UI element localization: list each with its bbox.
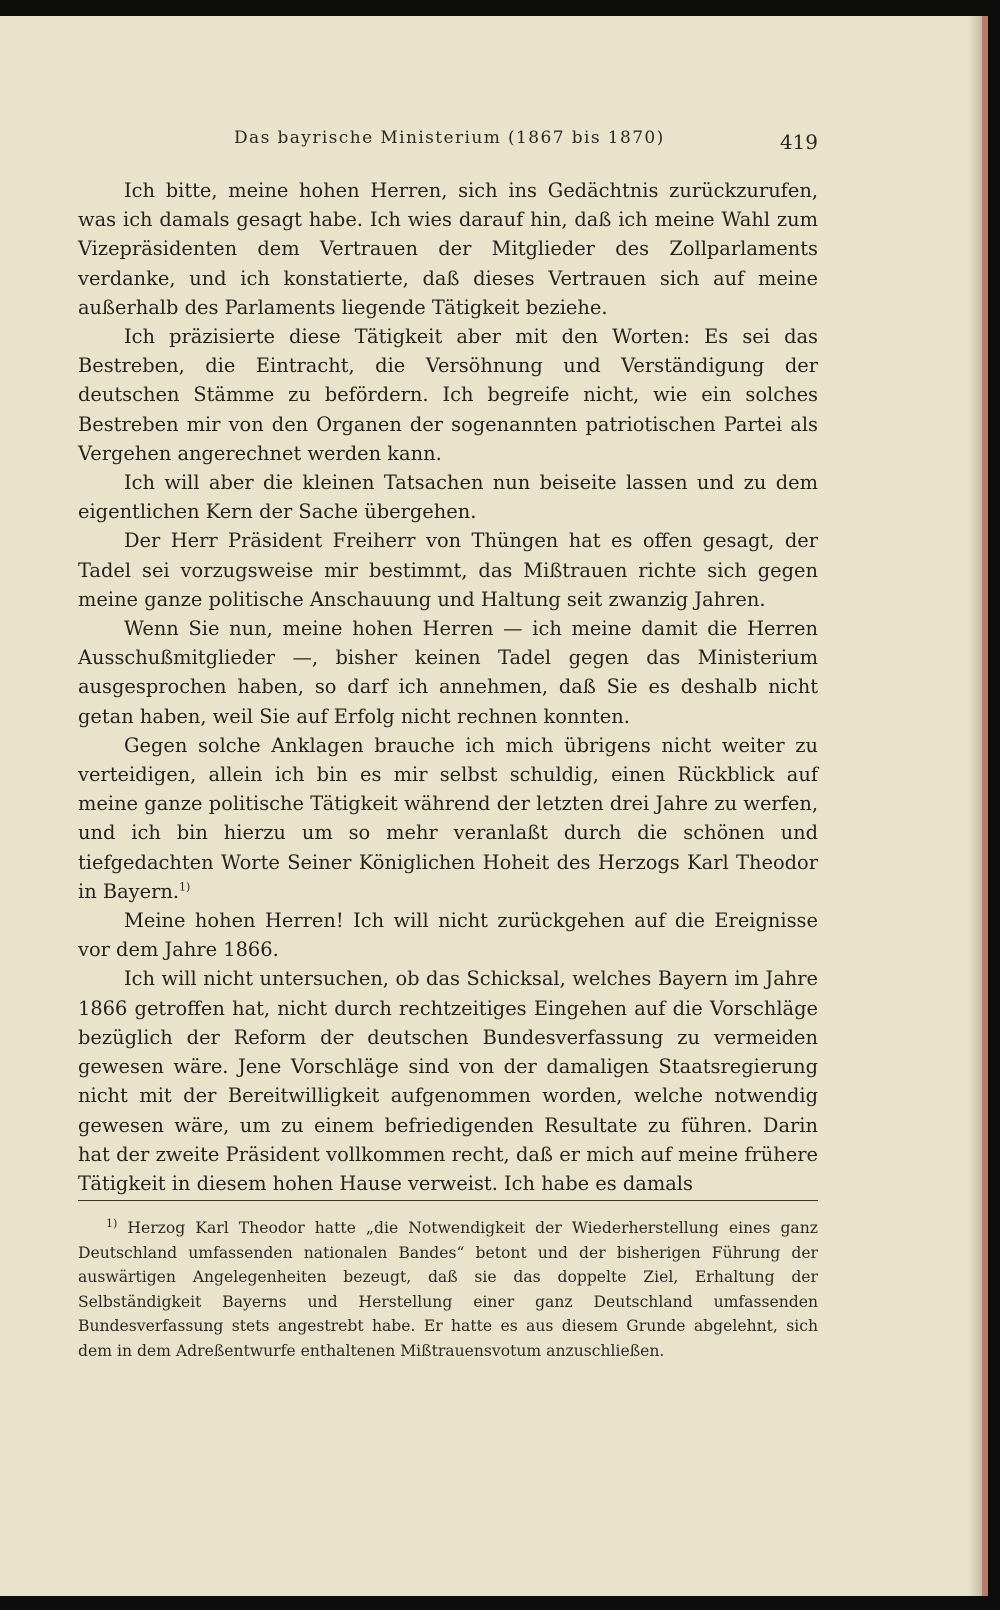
paragraph-with-footnote-ref — [78, 731, 818, 906]
running-title: Das bayrische Ministerium (1867 bis 1870) — [234, 128, 665, 148]
footnote-reference: 1) — [179, 880, 191, 894]
footnote — [78, 1216, 818, 1364]
page-header — [78, 122, 818, 154]
book-page — [0, 16, 988, 1596]
paragraph: Ich will nicht untersuchen, ob das Schicksal, welches Bayern im Jahre 1866 getroffen hat, nicht durch rechtzeitiges Eingehen auf die Vorschläge bezüglich der Reform der deutschen Bundesverfassung zu vermeiden gewesen wäre. Jene Vorschläge sind von der damaligen Staatsregierung nicht mit der Bereitwilligkeit aufgenommen worden, welche notwendig gewesen wäre, um zu einem befriedigenden Resultate zu führen. Darin hat der zweite Präsident vollkommen recht, daß er mich auf meine frühere Tätigkeit in diesem hohen Hause verweist. Ich habe es damals — [78, 967, 818, 1195]
footnote-marker: 1) — [106, 1216, 118, 1230]
footnote-divider — [78, 1200, 818, 1201]
paragraph: Der Herr Präsident Freiherr von Thüngen hat es offen gesagt, der Tadel sei vorzugsweise mir bestimmt, das Mißtrauen richte sich gegen meine ganze politische Anschauung und Haltung seit zwanzig Jahren. — [78, 529, 818, 611]
paragraph: Wenn Sie nun, meine hohen Herren — ich meine damit die Herren Ausschußmitglieder —, bisher keinen Tadel gegen das Ministerium ausgesprochen haben, so darf ich annehmen, daß Sie es deshalb nicht getan haben, weil Sie auf Erfolg nicht rechnen konnten. — [78, 617, 818, 728]
body-text — [78, 176, 818, 1198]
paragraph: Meine hohen Herren! Ich will nicht zurückgehen auf die Ereignisse vor dem Jahre 1866. — [78, 909, 818, 962]
paragraph: Ich präzisierte diese Tätigkeit aber mit den Worten: Es sei das Bestreben, die Eintracht, die Versöhnung und Verständigung der deutschen Stämme zu befördern. Ich begreife nicht, wie ein solches Bestreben mir von den Organen der sogenannten patriotischen Partei als Vergehen angerechnet werden kann. — [78, 325, 818, 465]
footnote-text: Herzog Karl Theodor hatte „die Notwendigkeit der Wiederherstellung eines ganz Deutschland umfassenden nationalen Bandes“ betont und der bisherigen Führung der auswärtigen Angelegenheiten bezeugt, daß sie das doppelte Ziel, Erhaltung der Selbständigkeit Bayerns und Herstellung einer ganz Deutschland umfassenden Bundesverfassung stets angestrebt habe. Er hatte es aus diesem Grunde abgelehnt, sich dem in dem Adreßentwurfe enthaltenen Mißtrauensvotum anzuschließen. — [78, 1219, 818, 1360]
paragraph: Ich will aber die kleinen Tatsachen nun beiseite lassen und zu dem eigentlichen Kern der Sache übergehen. — [78, 471, 818, 524]
paragraph-text: Gegen solche Anklagen brauche ich mich übrigens nicht weiter zu verteidigen, allein ich bin es mir selbst schuldig, einen Rückblick auf meine ganze politische Tätigkeit während der letzten drei Jahre zu werfen, und ich bin hierzu um so mehr veranlaßt durch die schönen und tiefgedachten Worte Seiner Königlichen Hoheit des Herzogs Karl Theodor in Bayern. — [78, 733, 818, 903]
page-number: 419 — [779, 130, 818, 154]
paragraph: Ich bitte, meine hohen Herren, sich ins Gedächtnis zurückzurufen, was ich damals gesagt habe. Ich wies darauf hin, daß ich meine Wahl zum Vizepräsidenten dem Vertrauen der Mitglieder des Zollparlaments verdanke, und ich konstatierte, daß dieses Vertrauen sich auf meine außerhalb des Parlaments liegende Tätigkeit beziehe. — [78, 179, 818, 319]
